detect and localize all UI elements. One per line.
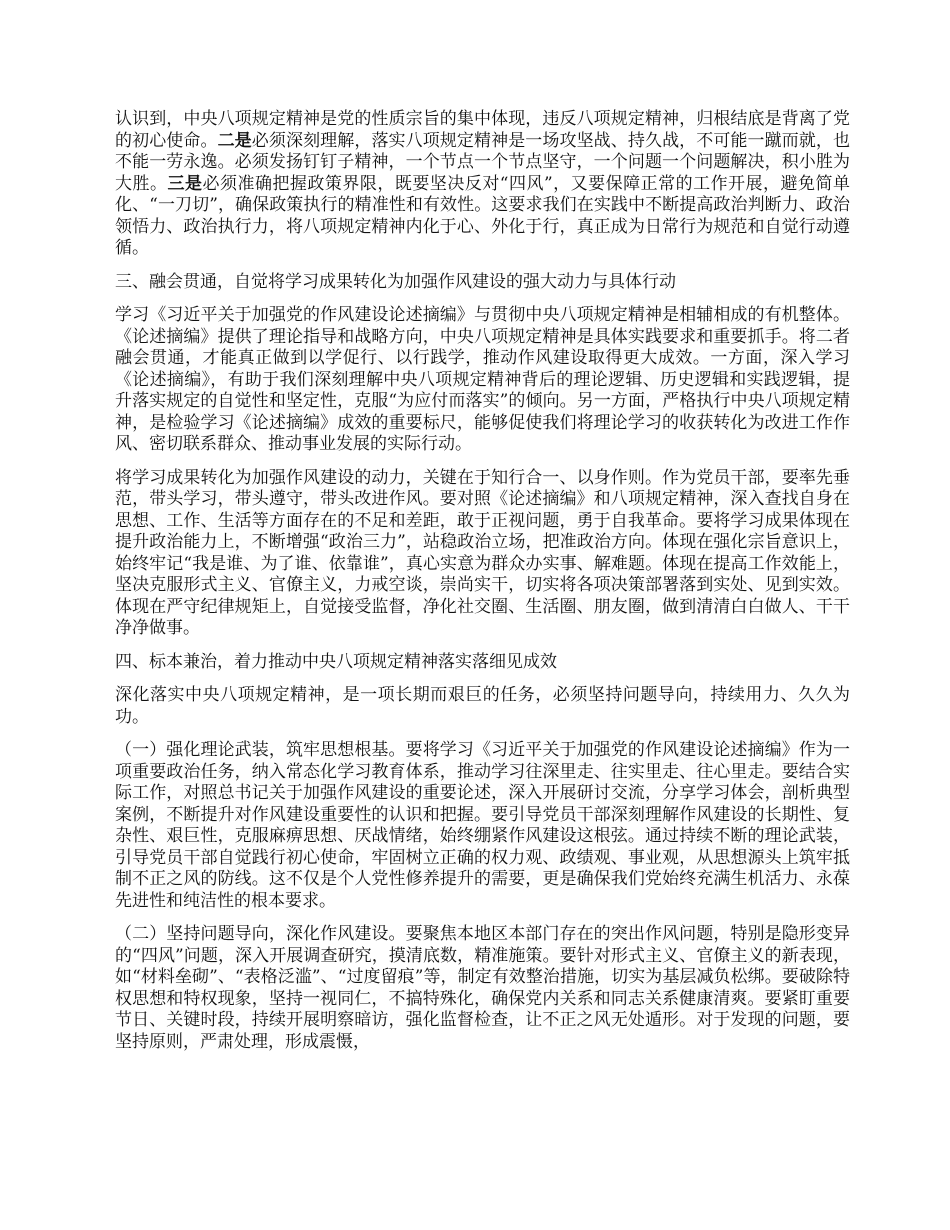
paragraph-2: 学习《习近平关于加强党的作风建设论述摘编》与贯彻中央八项规定精神是相辅相成的有机整体。《论述摘编》提供了理论指导和战略方向，中央八项规定精神是具体实践要求和重要抓手。将二者融会贯通，才能真正做到以学促行、以行践学，推动作风建设取得更大成效。一方面，深入学习《论述摘编》，有助于我们深刻理解中央八项规定精神背后的理论逻辑、历史逻辑和实践逻辑，提升落实规定的自觉性和坚定性，克服“为应付而落实”的倾向。另一方面，严格执行中央八项规定精神，是检验学习《论述摘编》成效的重要标尺，能够促使我们将理论学习的收获转化为改进工作作风、密切联系群众、推动事业发展的实际行动。 xyxy=(115,305,850,454)
paragraph-5: （一）强化理论武装，筑牢思想根基。要将学习《习近平关于加强党的作风建设论述摘编》作为一项重要政治任务，纳入常态化学习教育体系，推动学习往深里走、往实里走、往心里走。要结合实际工作，对照总书记关于加强作风建设的重要论述，深入开展研讨交流，分享学习体会，剖析典型案例，不断提升对作风建设重要性的认识和把握。要引导党员干部深刻理解作风建设的长期性、复杂性、艰巨性，克服麻痹思想、厌战情绪，始终绷紧作风建设这根弦。通过持续不断的理论武装，引导党员干部自觉践行初心使命，牢固树立正确的权力观、政绩观、事业观，从思想源头上筑牢抵制不正之风的防线。这不仅是个人党性修养提升的需要，更是确保我们党始终充满生机活力、永葆先进性和纯洁性的根本要求。 xyxy=(115,740,850,911)
paragraph-3: 将学习成果转化为加强作风建设的动力，关键在于知行合一、以身作则。作为党员干部，要率先垂范，带头学习，带头遵守，带头改进作风。要对照《论述摘编》和八项规定精神，深入查找自身在思想、工作、生活等方面存在的不足和差距，敢于正视问题，勇于自我革命。要将学习成果体现在提升政治能力上，不断增强“政治三力”，站稳政治立场，把准政治方向。体现在强化宗旨意识上，始终牢记“我是谁、为了谁、依靠谁”，真心实意为群众办实事、解难题。体现在提高工作效能上，坚决克服形式主义、官僚主义，力戒空谈，崇尚实干，切实将各项决策部署落到实处、见到实效。体现在严守纪律规矩上，自觉接受监督，净化社交圈、生活圈、朋友圈，做到清清白白做人、干干净净做事。 xyxy=(115,467,850,638)
paragraph-6: （二）坚持问题导向，深化作风建设。要聚焦本地区本部门存在的突出作风问题，特别是隐形变异的“四风”问题，深入开展调查研究，摸清底数，精准施策。要针对形式主义、官僚主义的新表现，如“材料垒砌”、“表格泛滥”、“过度留痕”等，制定有效整治措施，切实为基层减负松绑。要破除特权思想和特权现象，坚持一视同仁，不搞特殊化，确保党内关系和同志关系健康清爽。要紧盯重要节日、关键时段，持续开展明察暗访，强化监督检查，让不正之风无处遁形。对于发现的问题，要坚持原则，严肃处理，形成震慑， xyxy=(115,924,850,1052)
paragraph-1-part-3: 必须准确把握政策界限，既要坚决反对“四风”，又要保障正常的工作开展，避免简单化、“一刀切”，确保政策执行的精准性和有效性。这要求我们在实践中不断提高政治判断力、政治领悟力、政治执行力，将八项规定精神内化于心、外化于行，真正成为日常行为规范和自觉行动遵循。 xyxy=(115,173,851,258)
paragraph-1 xyxy=(115,109,850,260)
paragraph-1-part-1: 认识到，中央八项规定精神是党的性质宗旨的集中体现，违反八项规定精神，归根结底是背离了党的初心使命。 xyxy=(115,109,850,151)
paragraph-1-part-2: 必须深刻理解，落实八项规定精神是一场攻坚战、持久战，不可能一蹴而就，也不能一劳永逸。必须发扬钉钉子精神，一个节点一个节点坚守，一个问题一个问题解决，积小胜为大胜。 xyxy=(115,130,851,194)
bold-marker-second: 二是 xyxy=(217,130,252,151)
section-heading-4: 四、标本兼治，着力推动中央八项规定精神落实落细见成效 xyxy=(115,651,557,672)
bold-marker-third: 三是 xyxy=(167,173,203,194)
paragraph-4: 深化落实中央八项规定精神，是一项长期而艰巨的任务，必须坚持问题导向，持续用力、久久为功。 xyxy=(115,685,850,727)
section-heading-3: 三、融会贯通，自觉将学习成果转化为加强作风建设的强大动力与具体行动 xyxy=(115,271,676,292)
document-page xyxy=(115,109,850,1065)
